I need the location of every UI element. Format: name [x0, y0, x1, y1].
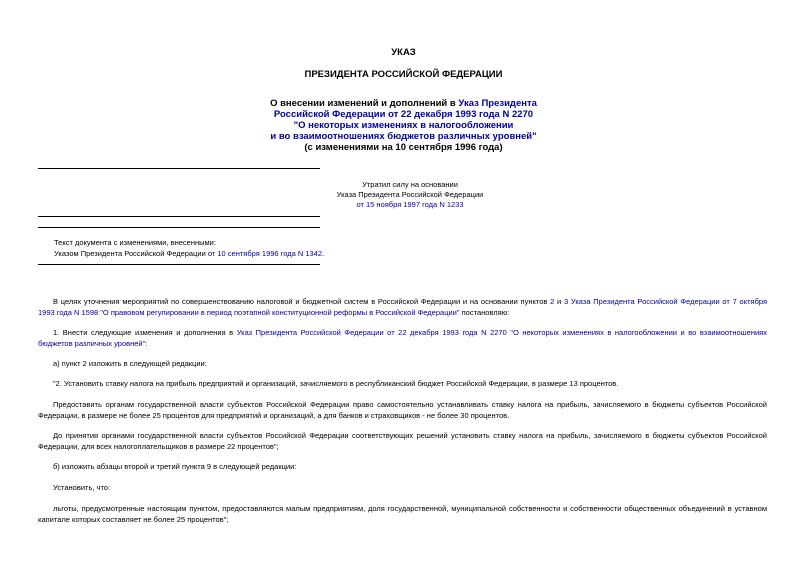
item-1-link-decree-2270[interactable]: Указ Президента Российской Федерации от 22 декабря 1993 года N 2270 "О некоторых изменениях в налогообложении и во взаимоотношениях бюджетов различных уровней"	[38, 328, 767, 348]
issuer-heading: ПРЕЗИДЕНТА РОССИЙСКОЙ ФЕДЕРАЦИИ	[304, 69, 503, 80]
amended-by-link[interactable]: от 10 сентября 1996 года N 1342	[207, 249, 323, 258]
amended-by-label: Текст документа с изменениями, внесенными:	[54, 238, 216, 247]
title-link-line-4[interactable]: и во взаимоотношениях бюджетов различных уровней"	[270, 131, 537, 142]
lost-force-line-2: Указа Президента Российской Федерации	[336, 190, 484, 199]
paragraph-subitem-b: б) изложить абзацы второй и третий пункта 9 в следующей редакции:	[53, 462, 297, 471]
lost-force-note	[300, 180, 520, 210]
paragraph-rate-13: "2. Установить ставку налога на прибыль предприятий и организаций, зачисляемого в республиканский бюджет Российской Федерации, в размере 13 процентов.	[53, 379, 619, 388]
lost-force-link[interactable]: от 15 ноября 1997 года N 1233	[356, 200, 464, 209]
amended-by-line	[54, 249, 324, 259]
paragraph-default-rate: До принятия органами государственной власти субъектов Российской Федерации соответствующих решений установить ставку налога на прибыль, зачисляемого в бюджеты субъектов Российской Федерации, для всех налогоплательщиков в размере 22 процентов";	[38, 431, 767, 451]
divider	[38, 227, 320, 228]
amended-by-prefix: Указом Президента Российской Федерации	[54, 249, 208, 258]
title-link-line-3[interactable]: "О некоторых изменениях в налогообложении	[293, 120, 514, 131]
title-link-decree[interactable]: Указ Президента	[458, 98, 537, 109]
preamble-text: В целях уточнения мероприятий по совершенствованию налоговой и бюджетной систем в Российской Федерации и на основании пунктов	[53, 297, 551, 306]
paragraph-benefits: льготы, предусмотренные настоящим пунктом, предоставляются малым предприятиям, доля государственной, муниципальной собственности и собственности общественных объединений в уставном капитале которых составляет не более 25 процентов";	[38, 504, 767, 524]
paragraph-establish: Установить, что:	[53, 483, 111, 492]
paragraph-preamble	[38, 297, 767, 318]
paragraph-subitem-a: а) пункт 2 изложить в следующей редакции:	[53, 359, 207, 368]
document-title	[0, 98, 807, 153]
lost-force-line-1: Утратил силу на основании	[362, 180, 458, 189]
amended-by-suffix: .	[322, 249, 325, 258]
preamble-link-decree-1598[interactable]: 3 Указа Президента Российской Федерации от 7 октября 1993 года N 1598 "О правовом регулировании в период поэтапной конституционной реформы в Российской Федерации"	[38, 297, 768, 317]
divider	[38, 216, 320, 217]
title-line-1	[0, 98, 807, 109]
paragraph-item-1	[38, 328, 767, 349]
item-1-text: 1. Внести следующие изменения и дополнения в	[53, 328, 237, 337]
preamble-link-item-2[interactable]: 2	[550, 297, 555, 306]
preamble-conjunction: и	[554, 297, 564, 306]
divider	[38, 264, 320, 265]
item-1-ending: :	[145, 338, 148, 348]
title-link-line-2[interactable]: Российской Федерации от 22 декабря 1993 года N 2270	[273, 109, 534, 120]
title-prefix: О внесении изменений и дополнений в	[270, 98, 459, 109]
divider	[38, 168, 320, 169]
preamble-ending: постановляю:	[459, 307, 510, 317]
paragraph-regional-rights: Предоставить органам государственной власти субъектов Российской Федерации право самостоятельно устанавливать ставку налога на прибыль, зачисляемого в бюджеты субъектов Российской Федерации, в размере не более 25 процентов для предприятий и организаций, а для банков и страховщиков - не более 30 процентов.	[38, 400, 767, 420]
doc-type-heading: УКАЗ	[391, 47, 416, 58]
title-edition-note: (с изменениями на 10 сентября 1996 года)	[304, 142, 503, 153]
